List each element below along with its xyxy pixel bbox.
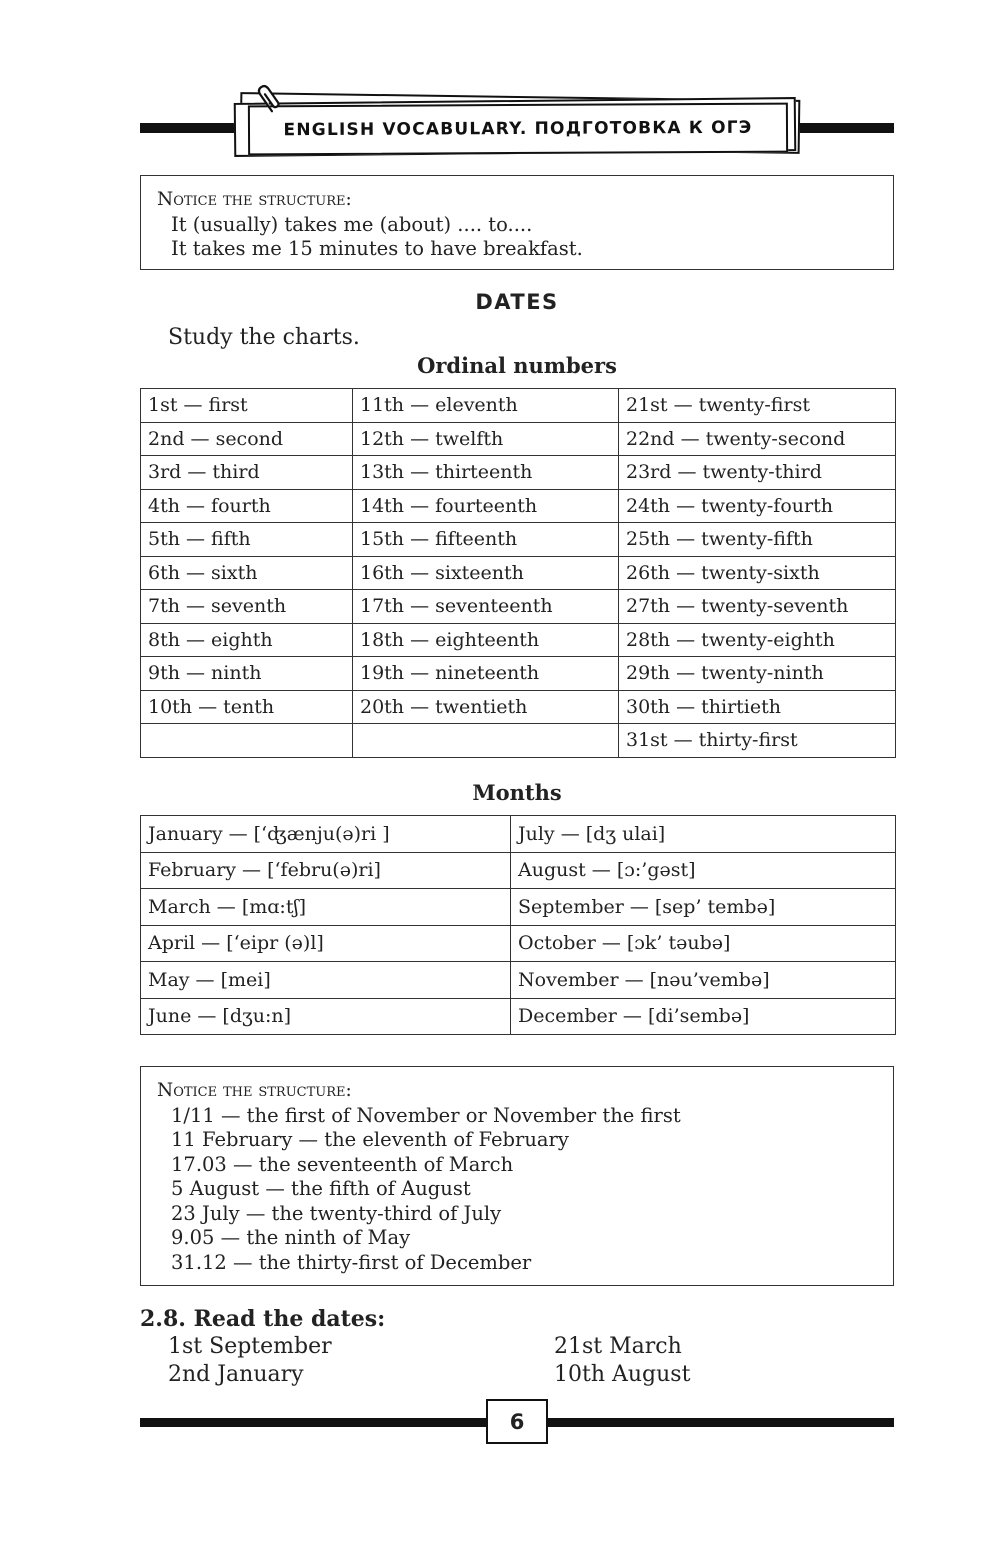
table-cell: 23rd — twenty-third [619,456,896,490]
table-row [141,998,896,1035]
notice-line: 5 August — the fifth of August [171,1177,471,1200]
exercise-item: 1st September [168,1334,332,1359]
table-cell: 29th — twenty-ninth [619,657,896,691]
table-row [141,456,896,490]
table-row [141,816,896,853]
table-row [141,422,896,456]
paperclip-icon [252,80,288,116]
table-row [141,852,896,889]
notice-line: It (usually) takes me (about) .... to.... [171,212,533,236]
table-cell: 20th — twentieth [353,690,619,724]
notice-line: It takes me 15 minutes to have breakfast. [171,237,583,260]
page-number: 6 [486,1399,548,1444]
notice-box-dates [140,1066,894,1286]
notice-title: Notice the structure: [157,189,352,210]
table-row [141,623,896,657]
table-cell: 18th — eighteenth [353,623,619,657]
table-cell: January — [‘ʤænju(ə)ri ] [141,816,511,853]
table-row [141,556,896,590]
notice-title: Notice the structure: [157,1080,352,1101]
footer-rule-left [140,1418,488,1427]
table-row [141,657,896,691]
table-cell: 4th — fourth [141,489,353,523]
table-cell: 7th — seventh [141,590,353,624]
table-cell: 22nd — twenty-second [619,422,896,456]
table-row [141,690,896,724]
running-header [248,103,788,156]
table-cell: 9th — ninth [141,657,353,691]
notice-line: 11 February — the eleventh of February [171,1128,569,1151]
notice-line: 23 July — the twenty-third of July [171,1201,502,1225]
table-row [141,962,896,999]
table-row [141,489,896,523]
table-row [141,925,896,962]
table-cell: 13th — thirteenth [353,456,619,490]
table-cell: November — [nəu’vembə] [511,962,896,999]
table-cell: 30th — thirtieth [619,690,896,724]
ordinals-table [140,388,896,758]
table-row [141,389,896,423]
table-cell: April — [‘eipr (ə)l] [141,925,511,962]
table-cell: 2nd — second [141,422,353,456]
section-title: DATES [475,290,559,314]
table-row [141,523,896,557]
table-cell: 27th — twenty-seventh [619,590,896,624]
table-cell: 1st — first [141,389,353,423]
ordinals-title: Ordinal numbers [417,353,617,378]
table-cell: 14th — fourteenth [353,489,619,523]
table-cell: July — [dʒ ulai] [511,816,896,853]
table-cell: 17th — seventeenth [353,590,619,624]
table-cell: December — [di’sembə] [511,998,896,1035]
instruction-text: Study the charts. [168,325,360,350]
table-row [141,889,896,926]
notice-box-takes [140,175,894,270]
table-cell: 24th — twenty-fourth [619,489,896,523]
table-cell: 12th — twelfth [353,422,619,456]
exercise-title: 2.8. Read the dates: [140,1306,386,1332]
table-cell: 19th — nineteenth [353,657,619,691]
footer-rule-right [546,1418,894,1427]
table-cell: 26th — twenty-sixth [619,556,896,590]
table-cell: August — [ɔ:’gəst] [511,852,896,889]
notice-line: 31.12 — the thirty-first of December [171,1250,532,1274]
exercise-item: 2nd January [168,1362,304,1387]
table-cell: 11th — eleventh [353,389,619,423]
table-cell: 31st — thirty-first [619,724,896,758]
exercise-item: 21st March [554,1334,682,1359]
table-cell: 3rd — third [141,456,353,490]
table-cell: 25th — twenty-fifth [619,523,896,557]
months-table [140,815,896,1035]
table-cell: February — [‘febru(ə)ri] [141,852,511,889]
table-cell: 5th — fifth [141,523,353,557]
table-cell: May — [mei] [141,962,511,999]
table-cell: 8th — eighth [141,623,353,657]
table-cell: September — [sep’ tembə] [511,889,896,926]
running-header-title: ENGLISH VOCABULARY. ПОДГОТОВКА К ОГЭ [283,117,753,141]
table-cell: 16th — sixteenth [353,556,619,590]
notice-line: 17.03 — the seventeenth of March [171,1152,514,1176]
table-cell: March — [mɑ:tʃ] [141,889,511,926]
table-cell: 6th — sixth [141,556,353,590]
exercise-item: 10th August [554,1362,691,1387]
table-cell: October — [ɔk’ təubə] [511,925,896,962]
table-row [141,590,896,624]
table-cell: 10th — tenth [141,690,353,724]
notice-line: 9.05 — the ninth of May [171,1226,411,1249]
table-cell: 28th — twenty-eighth [619,623,896,657]
table-cell [353,724,619,758]
notice-line: 1/11 — the first of November or November the first [171,1103,681,1127]
table-cell: 21st — twenty-first [619,389,896,423]
table-cell [141,724,353,758]
table-cell: 15th — fifteenth [353,523,619,557]
months-title: Months [472,780,562,805]
table-cell: June — [dʒu:n] [141,998,511,1035]
table-row [141,724,896,758]
